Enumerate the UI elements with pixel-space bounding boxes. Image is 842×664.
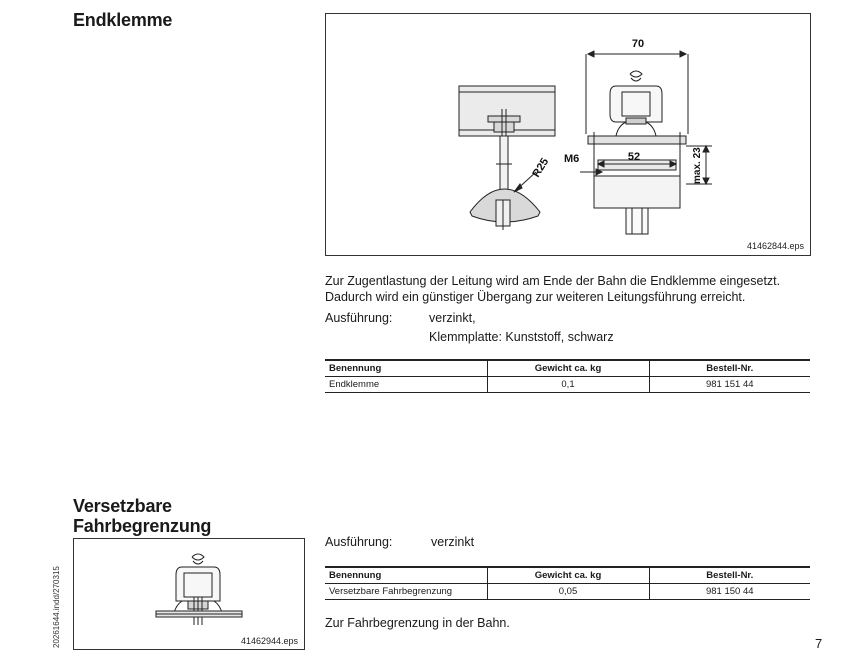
fahrbegrenzung-drawing [74,539,306,651]
table-cell: 981 151 44 [649,377,810,393]
fahrbegrenzung-spec-table [325,566,810,600]
description-line-1: Zur Zugentlastung der Leitung wird am Ende der Bahn die Endklemme eingesetzt. [325,274,781,288]
column-header: Bestell-Nr. [649,360,810,377]
table-cell: 0,1 [487,377,649,393]
table-header-row [325,360,810,377]
column-header: Benennung [329,363,382,374]
page-number: 7 [815,636,823,651]
ausfuehrung-value: verzinkt, [429,311,476,325]
ausfuehrung-value: verzinkt [431,535,475,549]
ausfuehrung-label: Ausführung: [325,535,393,549]
table-cell: 0,05 [487,584,649,600]
endklemme-drawing [326,14,812,257]
fahrbegrenzung-figure [73,538,305,650]
dim-height-label: max. 23 [692,147,703,184]
column-header: Gewicht ca. kg [487,567,649,584]
description-line-2: Dadurch wird ein günstiger Übergang zur weiteren Leitungsführung erreicht. [325,290,746,304]
dim-thread-label: M6 [564,153,580,165]
ausfuehrung-label: Ausführung: [325,311,393,325]
dim-width-label: 70 [631,38,645,50]
endklemme-figure [325,13,811,256]
table-row [325,584,810,600]
table-row [325,377,810,393]
figure-file-label: 41462944.eps [240,636,298,646]
document-reference: 20261644.indd/270315 [52,566,61,648]
column-header: Gewicht ca. kg [487,360,649,377]
figure-file-label: 41462844.eps [746,241,804,251]
table-header-row [325,567,810,584]
endklemme-spec-table [325,359,810,393]
column-header: Benennung [329,570,382,581]
table-cell: Versetzbare Fahrbegrenzung [329,586,453,597]
usage-note: Zur Fahrbegrenzung in der Bahn. [325,616,510,630]
column-header: Bestell-Nr. [649,567,810,584]
ausfuehrung-value-detail: Klemmplatte: Kunststoff, schwarz [429,330,614,344]
section-title-line-1: Versetzbare [73,496,172,516]
section-title-endklemme: Endklemme [73,10,173,30]
section-title-line-2: Fahrbegrenzung [73,516,212,536]
table-cell: 981 150 44 [649,584,810,600]
dim-inner-label: 52 [627,151,641,163]
table-cell: Endklemme [329,379,380,390]
dim-radius-label: R25 [530,156,552,180]
